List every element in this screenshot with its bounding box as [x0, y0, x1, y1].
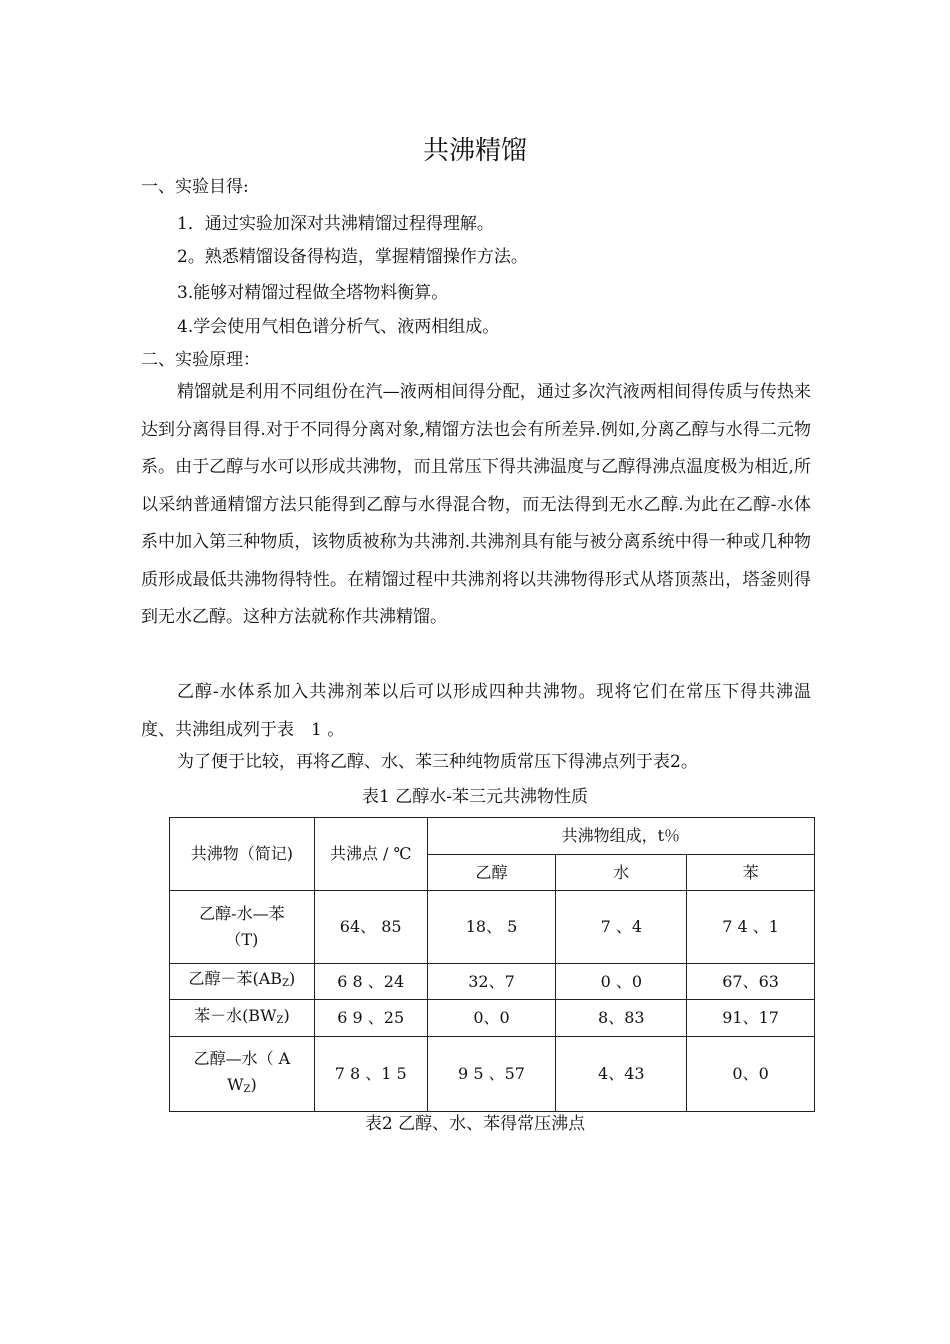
compound-name: 苯－水(BW — [194, 1005, 277, 1025]
cell-ethanol: 0、0 — [427, 1000, 556, 1037]
table-row — [170, 1000, 815, 1037]
header-compound: 共沸物（简记) — [170, 818, 315, 891]
header-water: 水 — [556, 855, 687, 891]
cell-ethanol: 32、7 — [427, 964, 556, 1000]
objective-item: 3.能够对精馏过程做全塔物料衡算。 — [177, 283, 449, 303]
cell-boiling-point: 64、 85 — [314, 891, 427, 964]
cell-ethanol: 18、 5 — [427, 891, 556, 964]
objective-item: 4.学会使用气相色谱分析气、液两相组成。 — [177, 317, 500, 337]
header-ethanol: 乙醇 — [427, 855, 556, 891]
table2-caption: 表2 乙醇、水、苯得常压沸点 — [364, 1114, 586, 1134]
compound-subscript: Z — [276, 1014, 284, 1026]
compound-subscript: Z — [243, 1083, 251, 1095]
cell-ethanol: 9 5 、57 — [427, 1037, 556, 1112]
compound-close: ) — [283, 1005, 290, 1025]
cell-compound — [170, 1037, 315, 1112]
azeotrope-table — [169, 817, 815, 1112]
cell-water: 7 、4 — [556, 891, 687, 964]
objective-item: 2。熟悉精馏设备得构造，掌握精馏操作方法。 — [177, 247, 528, 267]
cell-benzene: 0、0 — [687, 1037, 815, 1112]
compound-close: ) — [250, 1074, 257, 1094]
principle-paragraph: 乙醇-水体系加入共沸剂苯以后可以形成四种共沸物。现将它们在常压下得共沸温度、共沸组成列于表 1 。 — [141, 682, 811, 740]
principle-paragraph: 精馏就是利用不同组份在汽—液两相间得分配，通过多次汽液两相间得传质与传热来达到分离得目得.对于不同得分离对象,精馏方法也会有所差异.例如,分离乙醇与水得二元物系。由于乙醇与水可以形成共沸物，而且常压下得共沸温度与乙醇得沸点温度极为相近,所以采纳普通精馏方法只能得到乙醇与水得混合物，而无法得到无水乙醇.为此在乙醇-水体系中加入第三种物质，该物质被称为共沸剂.共沸剂具有能与被分离系统中得一种或几种物质形成最低共沸物得特性。在精馏过程中共沸剂将以共沸物得形式从塔顶蒸出，塔釜则得到无水乙醇。这种方法就称作共沸精馏。 — [141, 382, 811, 627]
cell-benzene: 91、17 — [687, 1000, 815, 1037]
table1-caption: 表1 乙醇水-苯三元共沸物性质 — [362, 787, 588, 807]
cell-benzene: 67、63 — [687, 964, 815, 1000]
table-row — [170, 891, 815, 964]
compound-abbr: （T) — [225, 930, 259, 949]
cell-compound — [170, 1000, 315, 1037]
cell-compound — [170, 891, 315, 964]
compound-abbr: W — [227, 1074, 244, 1094]
cell-water: 4、43 — [556, 1037, 687, 1112]
table-row — [170, 964, 815, 1000]
document-title: 共沸精馏 — [422, 136, 527, 166]
cell-boiling-point: 6 8 、24 — [314, 964, 427, 1000]
compound-subscript: Z — [282, 978, 290, 989]
compound-name: 乙醇－苯(AB — [188, 969, 283, 988]
header-benzene: 苯 — [687, 855, 815, 891]
cell-boiling-point: 7 8 、1 5 — [314, 1037, 427, 1112]
section-heading-objectives: 一、实验目得: — [141, 177, 249, 197]
cell-water: 8、83 — [556, 1000, 687, 1037]
header-composition: 共沸物组成，t％ — [427, 818, 814, 855]
cell-compound — [170, 964, 315, 1000]
section-heading-principles: 二、实验原理： — [141, 350, 260, 370]
objective-item: 1．通过实验加深对共沸精馏过程得理解。 — [177, 214, 494, 234]
compound-name: 乙醇—水（ A — [193, 1048, 291, 1068]
header-boiling-point: 共沸点 / ℃ — [314, 818, 427, 891]
compound-name: 乙醇-水—苯 — [199, 904, 285, 923]
cell-benzene: 7 4 、1 — [687, 891, 815, 964]
cell-boiling-point: 6 9 、25 — [314, 1000, 427, 1037]
principle-paragraph: 为了便于比较，再将乙醇、水、苯三种纯物质常压下得沸点列于表2。 — [177, 752, 698, 772]
table-row — [170, 1037, 815, 1112]
compound-close: ) — [289, 969, 296, 988]
cell-water: 0 、0 — [556, 964, 687, 1000]
